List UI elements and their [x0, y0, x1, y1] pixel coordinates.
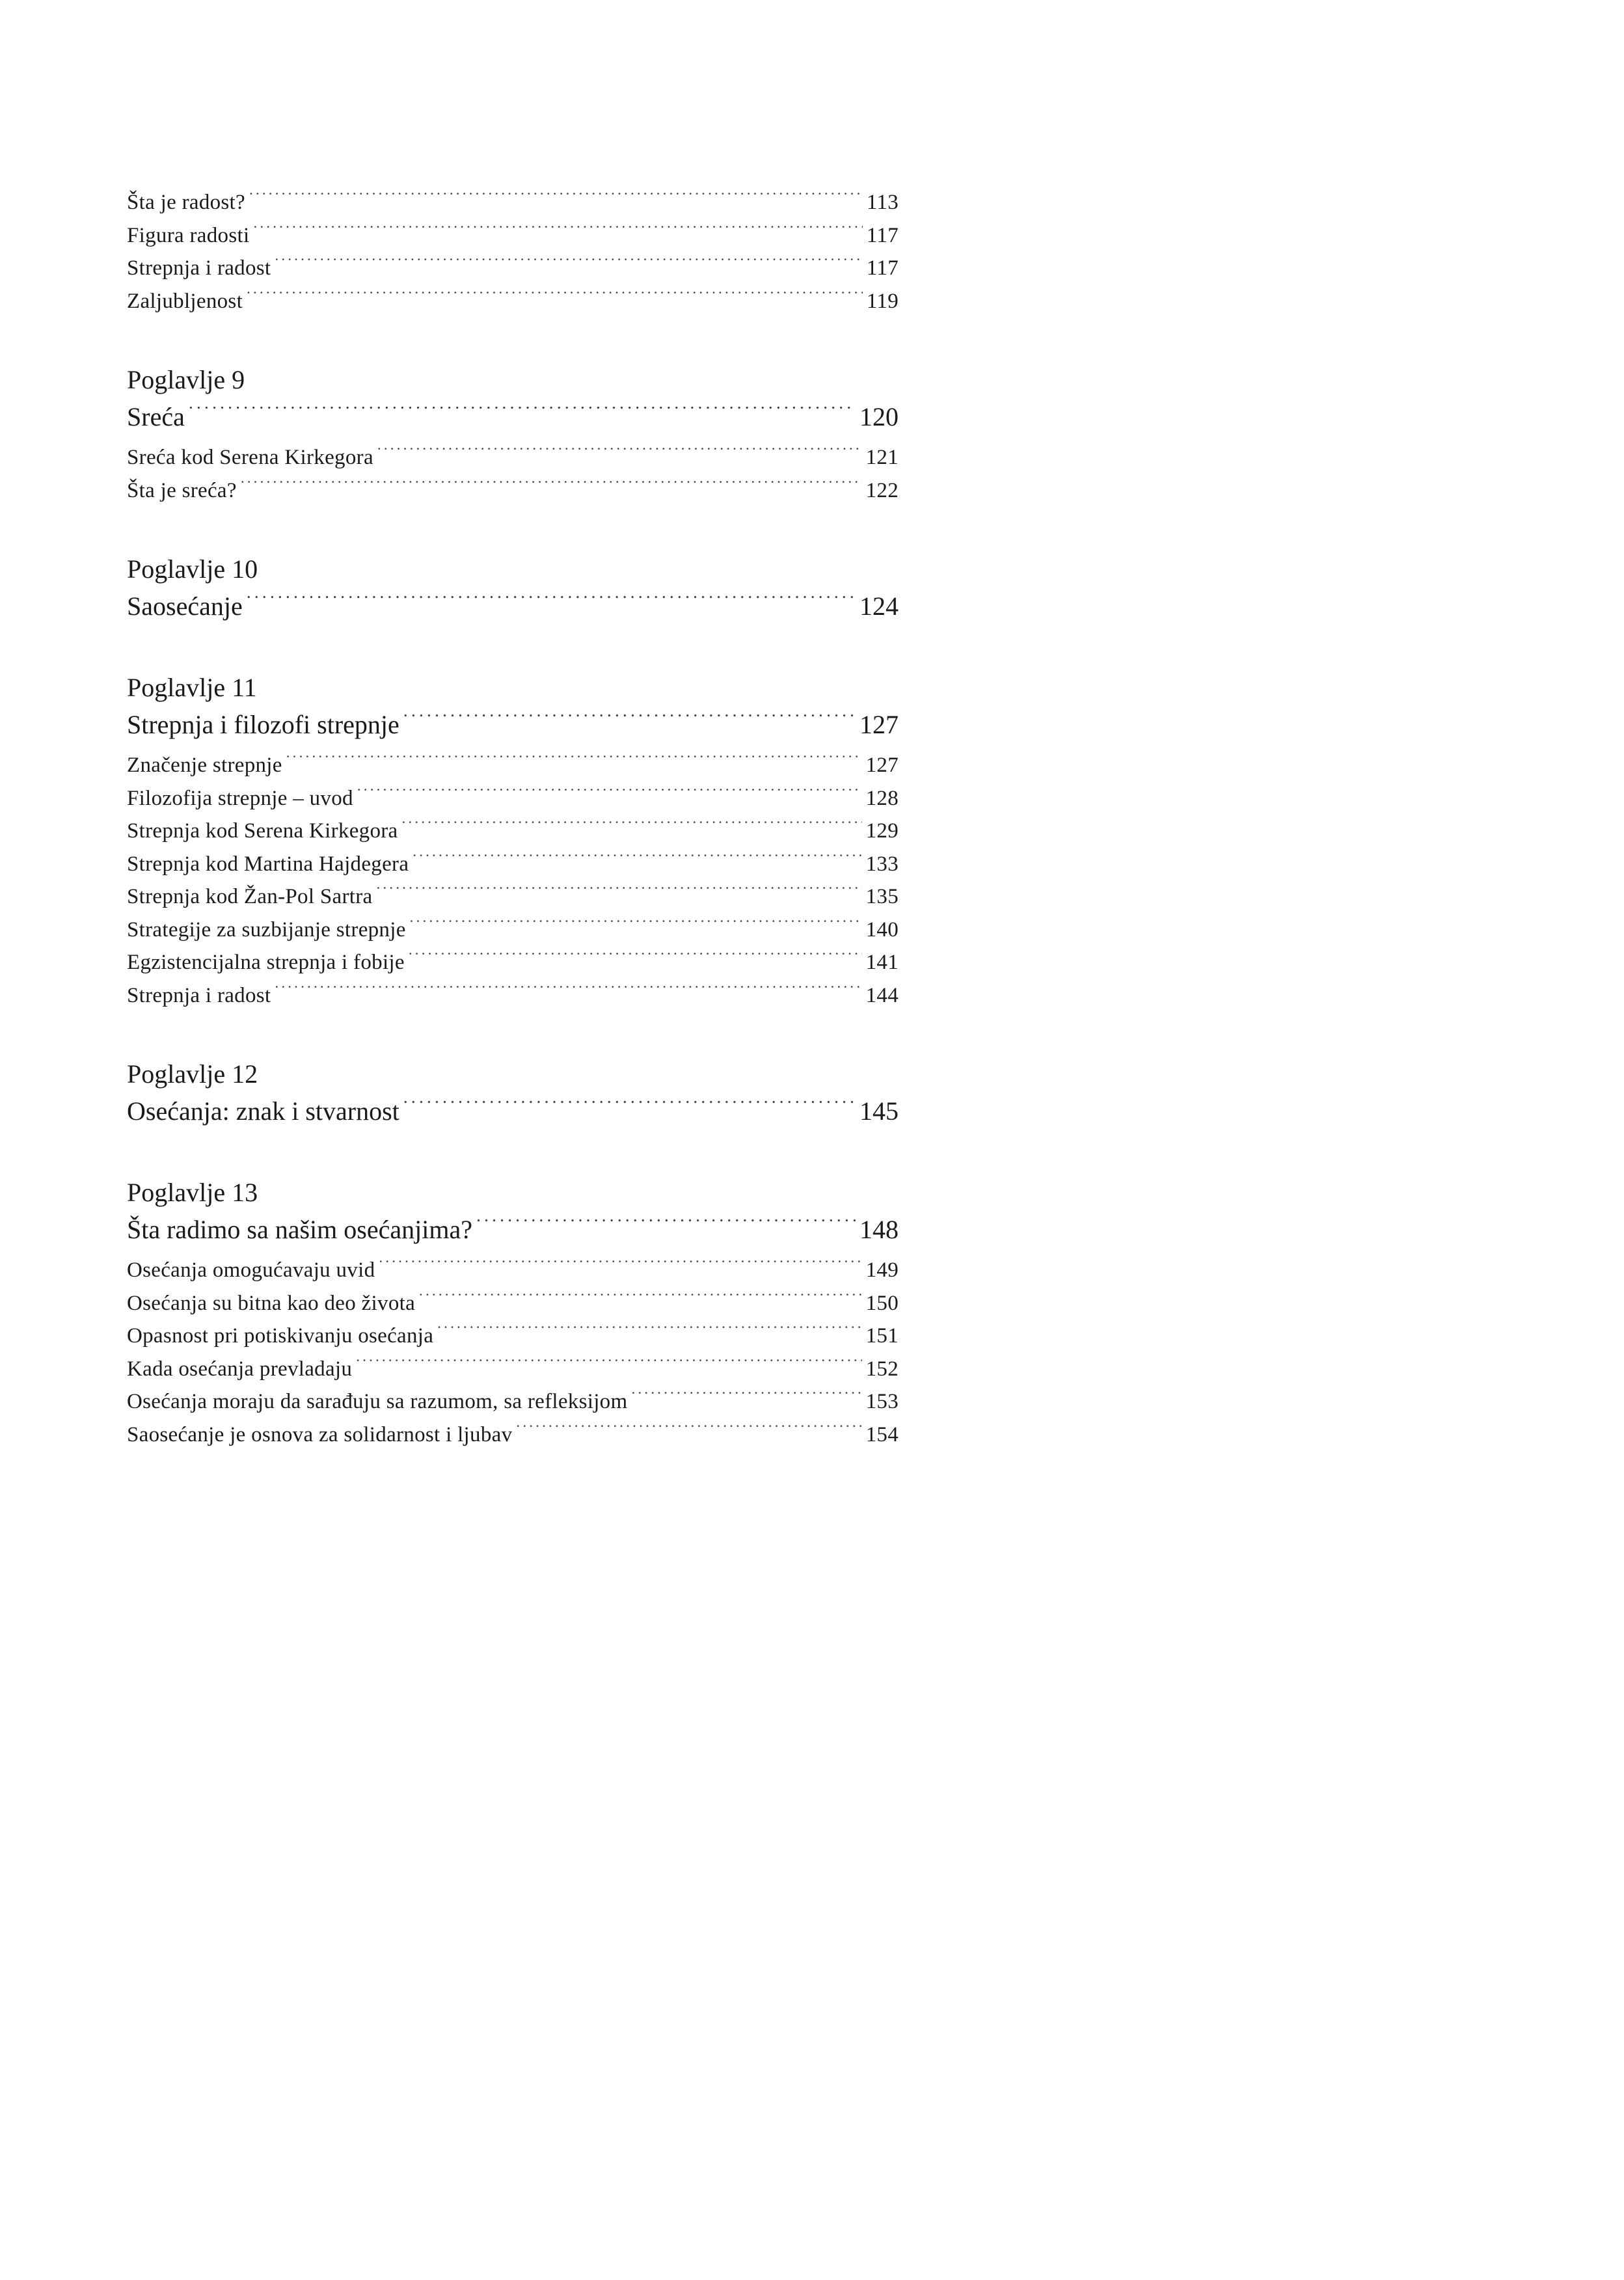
toc-entry-page: 117: [866, 223, 899, 247]
toc-entry-page: 153: [865, 1390, 899, 1413]
dot-leader: [241, 476, 862, 497]
chapter-label: Poglavlje 12: [127, 1059, 258, 1089]
toc-entry: [127, 782, 899, 815]
toc-entry-page: 152: [865, 1357, 899, 1381]
toc-entry: [127, 1418, 899, 1452]
dot-leader: [419, 1288, 862, 1310]
toc-entry-title: Sreća kod Serena Kirkegora: [127, 446, 373, 469]
chapter-page: 124: [859, 591, 899, 621]
chapter-title: Saosećanje: [127, 591, 243, 621]
toc-entry: [127, 815, 899, 848]
toc-entry: [127, 749, 899, 782]
toc-entry: [127, 219, 899, 252]
dot-leader: [413, 849, 861, 871]
chapter-label: Poglavlje 10: [127, 554, 258, 584]
chapter-block: [127, 551, 899, 625]
toc-entry-page: 122: [865, 478, 899, 502]
chapter-title-row: [127, 1211, 899, 1249]
dot-leader: [410, 915, 862, 936]
chapter-sections: [127, 749, 899, 1012]
toc-entry: [127, 441, 899, 474]
dot-leader: [409, 947, 862, 969]
toc-entry-page: 117: [866, 256, 899, 280]
toc-entry-page: 150: [865, 1291, 899, 1315]
toc-entry-page: 133: [865, 852, 899, 876]
dot-leader: [356, 1354, 861, 1376]
dot-leader: [357, 783, 862, 805]
toc-entry: [127, 285, 899, 318]
toc-entry-title: Zaljubljenost: [127, 289, 243, 313]
toc-entry-page: 140: [865, 917, 899, 942]
chapter-sections: [127, 441, 899, 507]
chapter-block: [127, 362, 899, 507]
dot-leader: [275, 253, 862, 275]
toc-entry-title: Saosećanje je osnova za solidarnost i ljubav: [127, 1422, 513, 1446]
chapter-sections: [127, 1254, 899, 1451]
toc-entry: [127, 880, 899, 914]
toc-entry: [127, 1254, 899, 1287]
chapter-title-row: [127, 706, 899, 744]
dot-leader: [476, 1212, 856, 1238]
toc-entry-title: Strategije za suzbijanje strepnje: [127, 917, 406, 942]
toc-entry: [127, 848, 899, 881]
dot-leader: [249, 187, 863, 209]
dot-leader: [377, 442, 862, 464]
toc-entry: [127, 186, 899, 219]
toc-entry-page: 135: [865, 885, 899, 908]
chapter-title-row: [127, 588, 899, 625]
chapter-title-row: [127, 1092, 899, 1130]
chapter-title: Strepnja i filozofi strepnje: [127, 710, 399, 739]
dot-leader: [247, 286, 863, 308]
toc-entry-title: Osećanja moraju da sarađuju sa razumom, sa refleksijom: [127, 1390, 628, 1413]
toc-entry-page: 119: [866, 289, 899, 313]
toc-entry-page: 144: [865, 983, 899, 1007]
chapter-title-row: [127, 398, 899, 436]
toc-entry-title: Strepnja kod Žan-Pol Sartra: [127, 885, 373, 908]
dot-leader: [286, 750, 862, 772]
toc-entry: [127, 946, 899, 979]
dot-leader: [189, 400, 856, 426]
toc-entry-title: Figura radosti: [127, 223, 250, 247]
toc-entry-title: Egzistencijalna strepnja i fobije: [127, 951, 405, 974]
chapter-label: Poglavlje 11: [127, 673, 257, 702]
dot-leader: [247, 589, 856, 615]
toc-entry-page: 129: [865, 819, 899, 843]
toc-entry: [127, 252, 899, 285]
toc-entry-page: 127: [865, 753, 899, 777]
toc-entry: [127, 474, 899, 508]
dot-leader: [379, 1255, 861, 1277]
dot-leader: [401, 816, 861, 837]
toc-entry-page: 154: [865, 1422, 899, 1446]
toc-entry-page: 113: [866, 191, 899, 214]
table-of-contents: [127, 186, 899, 1451]
chapter-page: 148: [859, 1215, 899, 1244]
chapter-title: Šta radimo sa našim osećanjima?: [127, 1215, 472, 1244]
toc-entry-title: Strepnja kod Martina Hajdegera: [127, 852, 409, 876]
toc-entry: [127, 979, 899, 1012]
chapter-title: Osećanja: znak i stvarnost: [127, 1096, 399, 1126]
toc-entry-title: Značenje strepnje: [127, 753, 282, 777]
toc-entry-title: Strepnja kod Serena Kirkegora: [127, 819, 398, 843]
toc-entry-title: Osećanja omogućavaju uvid: [127, 1258, 375, 1282]
toc-entry-title: Šta je radost?: [127, 191, 245, 214]
dot-leader: [437, 1321, 861, 1342]
toc-entry-title: Opasnost pri potiskivanju osećanja: [127, 1324, 434, 1348]
dot-leader: [403, 707, 856, 733]
toc-entry-title: Strepnja i radost: [127, 983, 271, 1007]
toc-entry-title: Šta je sreća?: [127, 478, 237, 502]
toc-entry: [127, 914, 899, 947]
toc-entry: [127, 1353, 899, 1386]
dot-leader: [275, 981, 861, 1002]
toc-entry-page: 128: [865, 786, 899, 810]
toc-entry-title: Strepnja i radost: [127, 256, 271, 280]
toc-entry-page: 141: [865, 951, 899, 974]
dot-leader: [253, 221, 862, 242]
chapter-block: [127, 1174, 899, 1451]
leadin-sections: [127, 186, 899, 318]
dot-leader: [631, 1387, 861, 1408]
toc-entry-title: Kada osećanja prevladaju: [127, 1357, 353, 1381]
chapter-label: Poglavlje 9: [127, 365, 245, 394]
chapter-label: Poglavlje 13: [127, 1178, 258, 1207]
toc-entry-page: 121: [865, 446, 899, 469]
toc-entry-title: Filozofija strepnje – uvod: [127, 786, 353, 810]
dot-leader: [403, 1094, 856, 1120]
chapter-block: [127, 1056, 899, 1130]
chapter-page: 145: [859, 1096, 899, 1126]
toc-entry-page: 149: [865, 1258, 899, 1282]
chapter-title: Sreća: [127, 402, 185, 431]
toc-entry: [127, 1320, 899, 1353]
dot-leader: [376, 882, 861, 903]
chapter-block: [127, 670, 899, 1012]
chapter-page: 127: [859, 710, 899, 739]
toc-entry: [127, 1385, 899, 1418]
toc-entry-page: 151: [865, 1324, 899, 1348]
chapter-page: 120: [859, 402, 899, 431]
toc-entry: [127, 1287, 899, 1320]
dot-leader: [516, 1420, 861, 1441]
toc-entry-title: Osećanja su bitna kao deo života: [127, 1291, 416, 1315]
